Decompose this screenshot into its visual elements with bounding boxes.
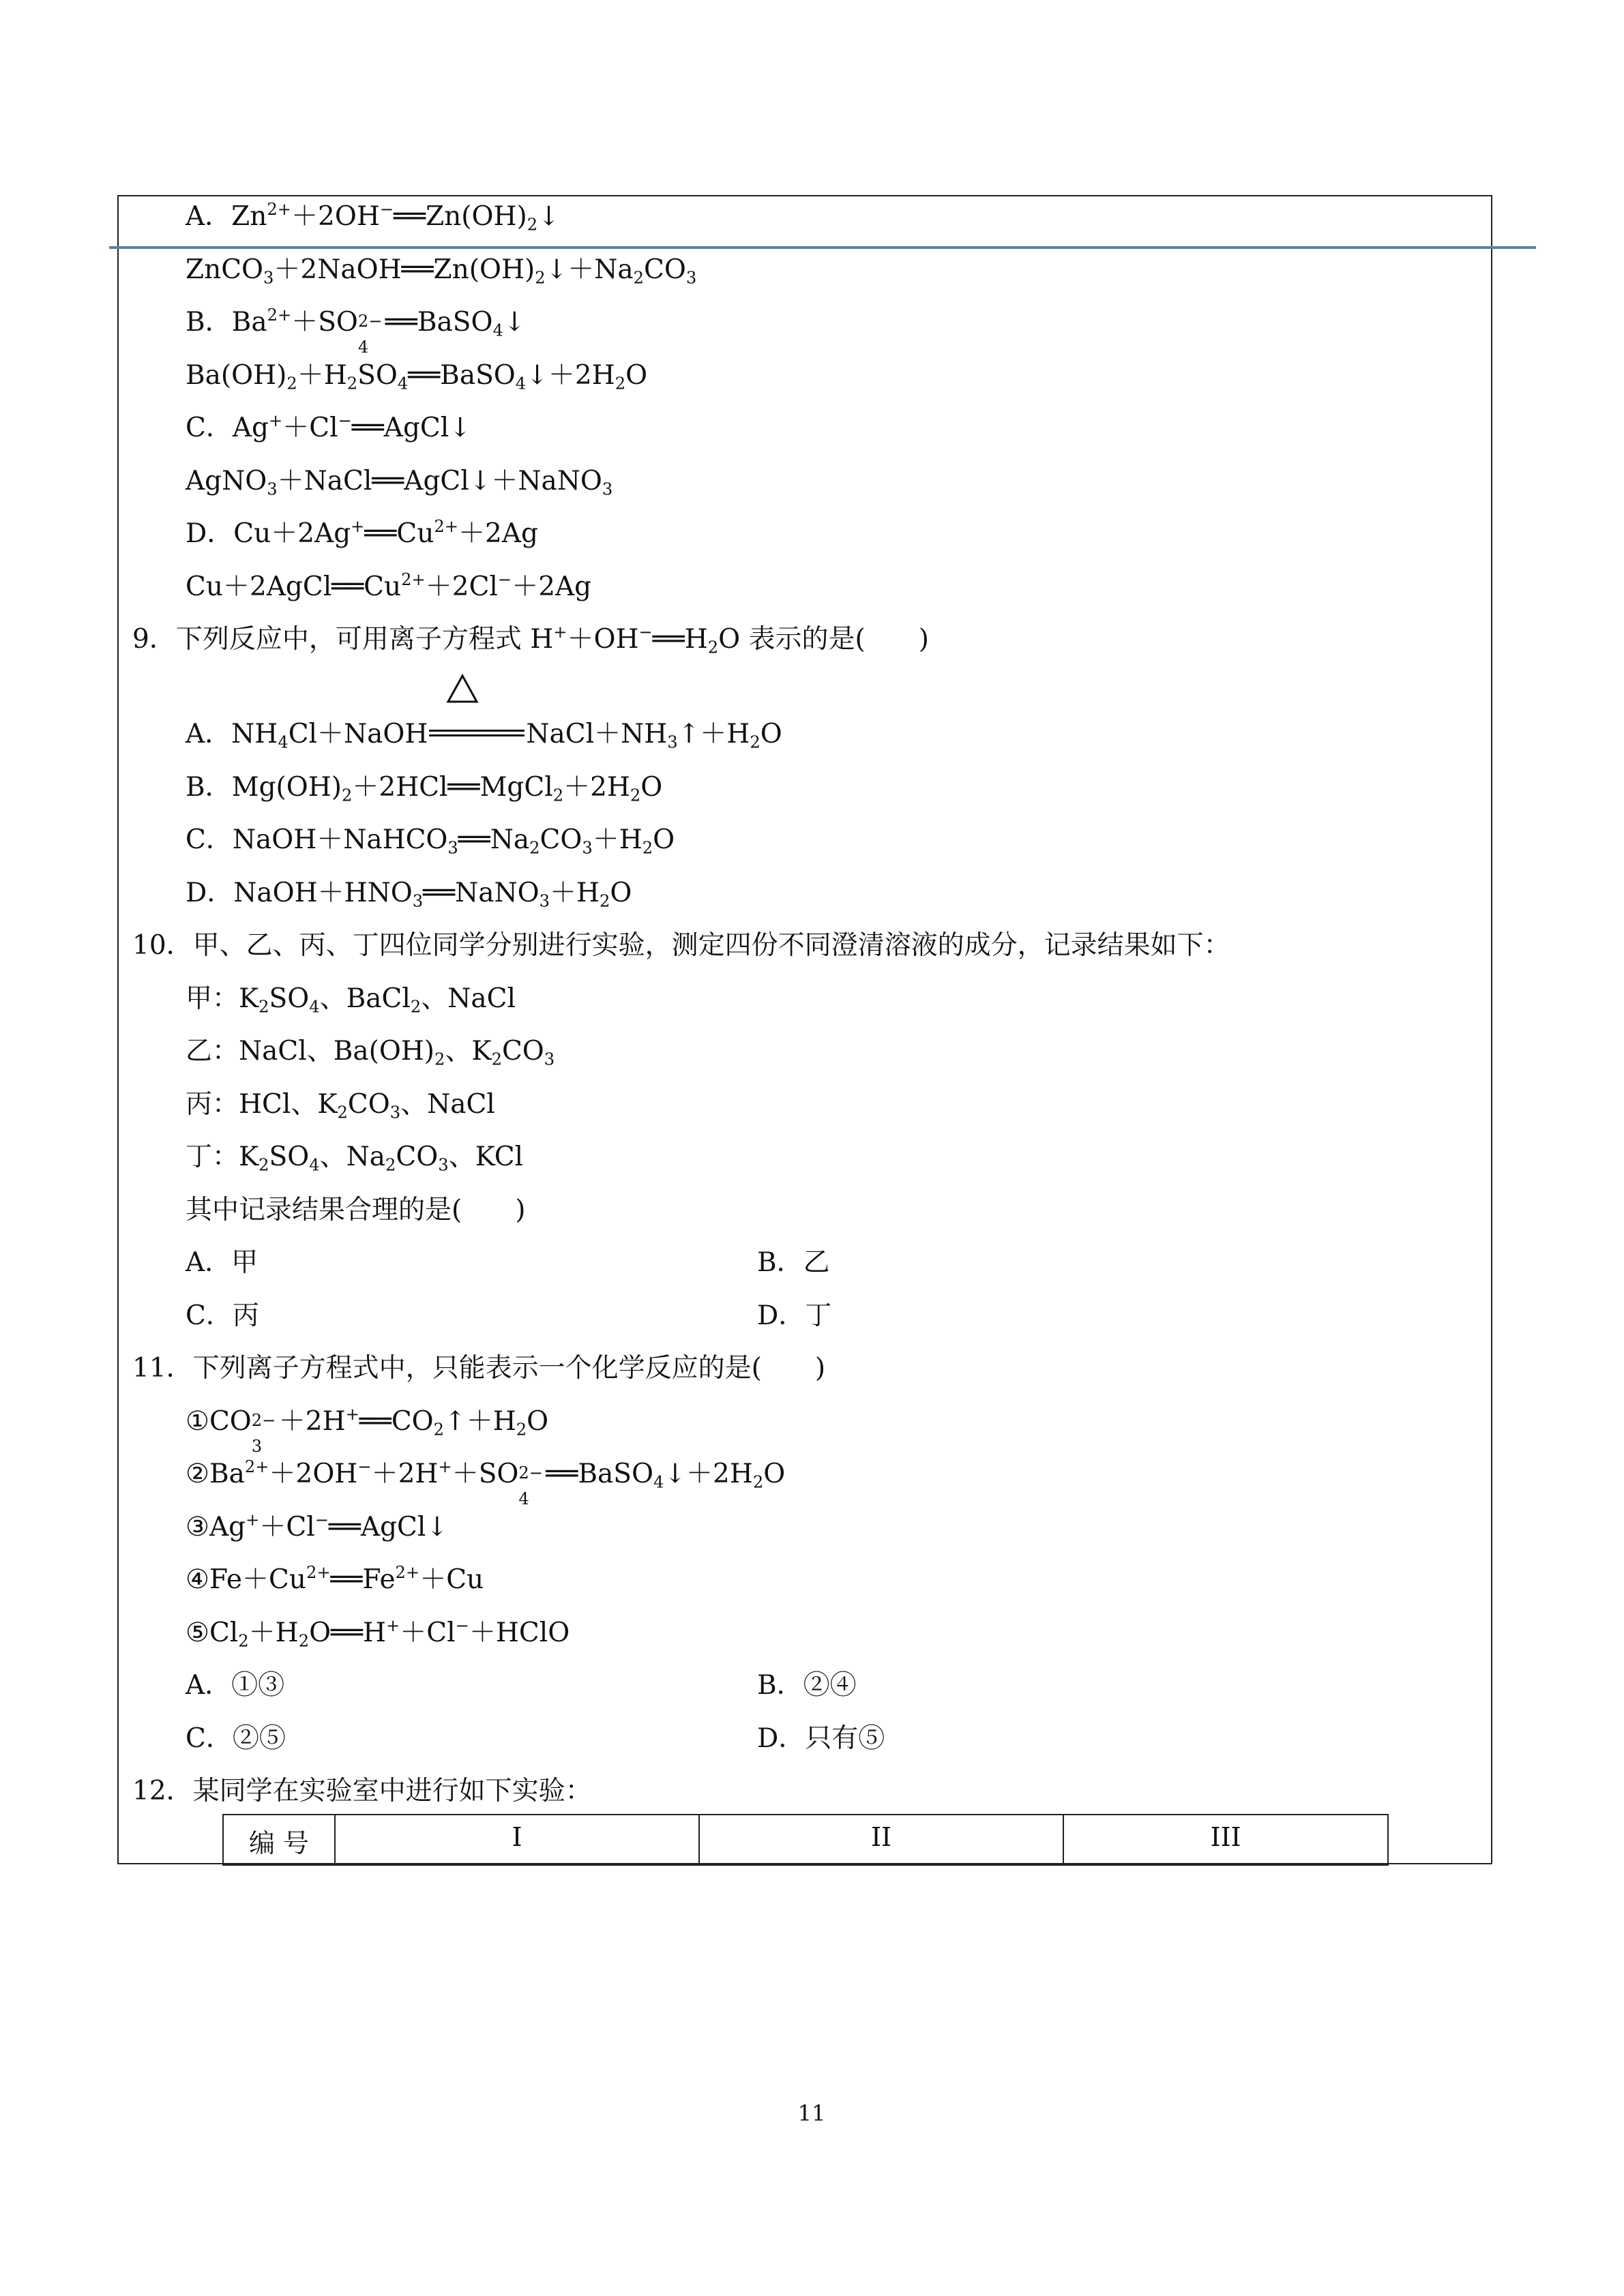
q11-option-a: A．①③ [186, 1670, 285, 1701]
q11-equation-5: $⑤Cl_2+H_2O══H^++Cl^-+HClO$ [186, 1616, 570, 1651]
table-header-row [223, 1815, 1388, 1865]
q10-question: 其中记录结果合理的是( ) [186, 1195, 526, 1225]
q8-option-b-equation: $Ba(OH)_2+H_2SO_4══BaSO_4↓+2H_2O$ [186, 360, 648, 393]
q10-stem: 10．甲、乙、丙、丁四位同学分别进行实验，测定四份不同澄清溶液的成分，记录结果如下： [132, 930, 1230, 961]
q12-stem: 12．某同学在实验室中进行如下实验： [132, 1776, 592, 1806]
q11-equation-3: ③Ag+＋Cl−══AgCl↓ [186, 1510, 449, 1542]
q10-option-c: C．丙 [186, 1300, 259, 1331]
q10-record-jia: 甲：$K_2SO_4$、BaCl$_2$、NaCl [186, 983, 516, 1017]
q8-option-d-equation: $Cu+2AgCl══Cu^{2+}+2Cl^-+2Ag$ [186, 570, 592, 602]
experiment-table [222, 1814, 1389, 1866]
q11-option-d: D．只有⑤ [757, 1723, 885, 1754]
q8-option-c: C．Ag+＋Cl−══AgCl↓ [186, 411, 471, 443]
q10-option-d: D．丁 [757, 1300, 832, 1331]
q9-option-b: B．$Mg(OH)_2+2HCl══MgCl_2+2H_2O$ [186, 772, 663, 805]
question-frame [117, 195, 1492, 1864]
q10-record-ding: 丁：$K_2SO_4$、$Na_2CO_3$、KCl [186, 1142, 524, 1175]
q10-record-bing: 丙：HCl、$K_2CO_3$、NaCl [186, 1089, 495, 1122]
heating-triangle-icon [446, 674, 479, 704]
q10-record-yi: 乙：NaCl、$Ba(OH)_2$、$K_2CO_3$ [186, 1036, 555, 1069]
q11-equation-2: $②Ba^{2+}+2OH^-+2H^++SO$ 2− 4 $══BaSO_4↓+2H_2O$ [186, 1457, 786, 1508]
q11-equation-1: ①CO 2− 3 $+2H^+══CO_2↑+H_2O$ [186, 1405, 549, 1456]
q8-option-a: A．$Zn^{2+}+2OH^-══Zn(OH)_2↓$ [186, 200, 560, 235]
q9-option-a: A．$NH_4Cl+NaOH$ $NaCl+NH_3↑+H_2O$ [186, 719, 782, 752]
q11-option-b: B．②④ [757, 1670, 857, 1701]
q10-option-b: B．乙 [757, 1247, 830, 1278]
q10-option-a: A．甲 [186, 1247, 259, 1278]
q9-stem: 9．下列反应中，可用离子方程式 $H^++OH^-══H_2O$ 表示的是( ) [132, 623, 929, 657]
q11-stem: 11．下列离子方程式中，只能表示一个化学反应的是( ) [132, 1353, 826, 1384]
q9-option-d: D．$NaOH+HNO_3══NaNO_3+H_2O$ [186, 878, 632, 911]
table-header-cell: 编 号 [223, 1815, 335, 1865]
q9-option-c: C．$NaOH+NaHCO_3══Na_2CO_3+H_2O$ [186, 824, 675, 858]
heat-equals-sign [429, 730, 525, 736]
q8-option-c-equation: AgNO$_3$＋NaCl══AgCl↓＋NaNO$_3$ [186, 466, 613, 499]
header-rule [109, 246, 1536, 249]
q8-option-b: B．$Ba^{2+}+SO$ 2− 4 ══BaSO$_4$↓ [186, 305, 526, 357]
table-header-cell: III [1063, 1815, 1388, 1865]
table-header-cell: II [699, 1815, 1063, 1865]
q11-option-c: C．②⑤ [186, 1723, 286, 1754]
page-number: 11 [797, 2100, 826, 2126]
q8-option-a-equation: $ZnCO_3+2NaOH══Zn(OH)_2↓+Na_2CO_3$ [186, 254, 697, 288]
q8-option-d: D．$Cu+2Ag^+══Cu^{2+}+2Ag$ [186, 517, 538, 549]
table-header-cell: I [335, 1815, 699, 1865]
q11-equation-4: $④Fe+Cu^{2+}══Fe^{2+}+Cu$ [186, 1563, 484, 1595]
